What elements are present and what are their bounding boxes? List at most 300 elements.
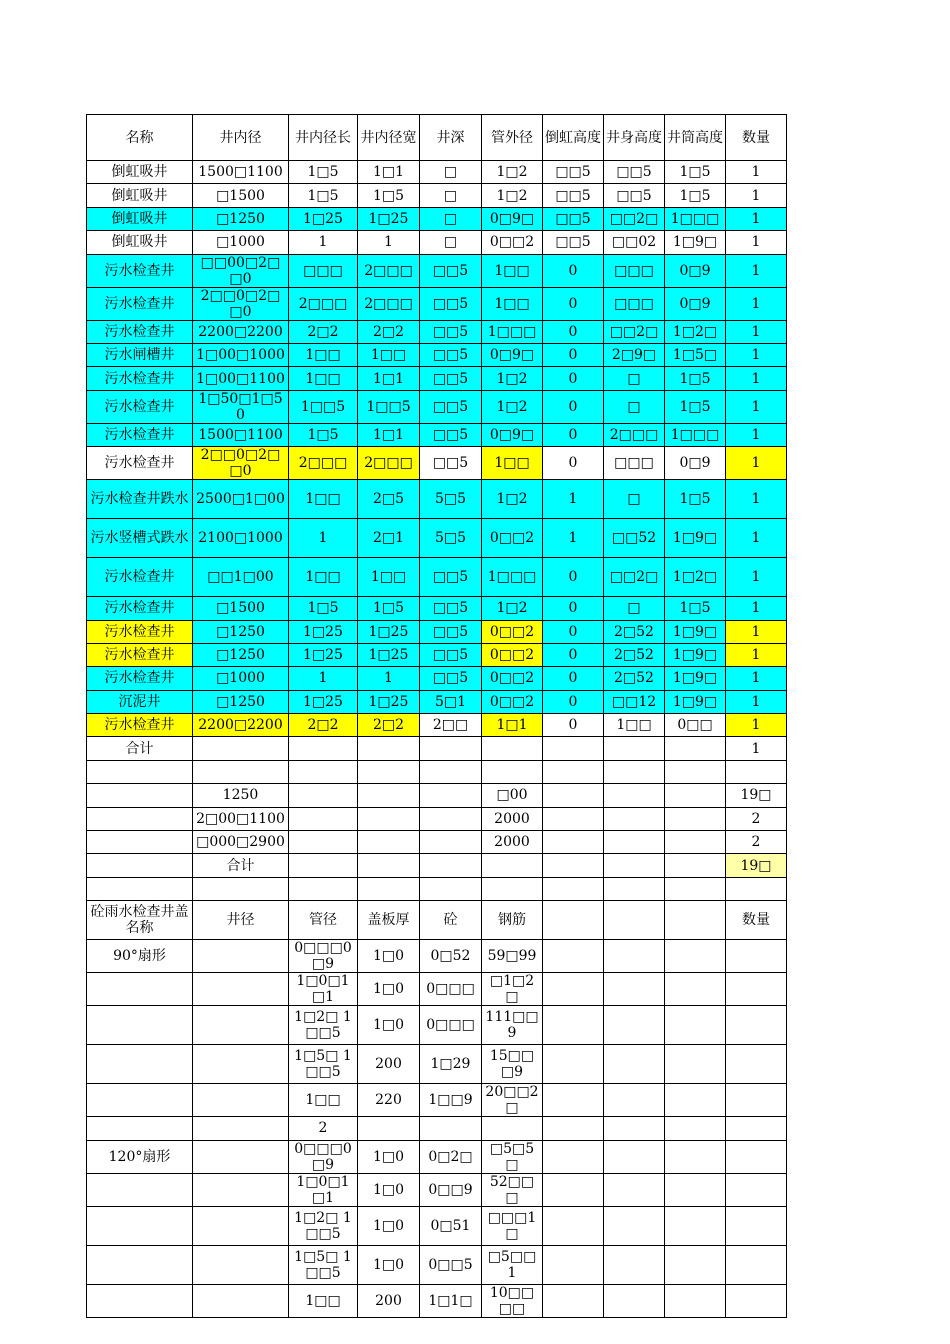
table-cell: □□5 — [420, 343, 482, 366]
table-cell: 2□00□1100 — [193, 807, 289, 830]
table-cell — [193, 1117, 289, 1140]
table-cell — [543, 831, 604, 854]
header-cell: 井身高度 — [604, 115, 665, 161]
table-cell: 1□2 — [482, 184, 543, 207]
table-cell: 1 — [726, 343, 787, 366]
table-row — [87, 1140, 787, 1173]
table-cell — [358, 807, 420, 830]
table-cell — [726, 1084, 787, 1117]
table-cell — [665, 940, 726, 973]
table-cell: 1 — [289, 231, 358, 254]
table-row — [87, 854, 787, 877]
table-cell: □1250 — [193, 207, 289, 230]
table-cell: □□5 — [420, 643, 482, 666]
table-cell — [358, 831, 420, 854]
table-cell: 1□□9 — [420, 1084, 482, 1117]
table-cell: 2□□ — [420, 714, 482, 737]
table-cell — [665, 901, 726, 940]
table-cell: 200 — [358, 1045, 420, 1084]
table-cell: 111□□9 — [482, 1006, 543, 1045]
table-cell: 59□99 — [482, 940, 543, 973]
table-cell: 1□5 — [358, 597, 420, 620]
table-cell: 1□0 — [358, 940, 420, 973]
table-cell: 0□51 — [420, 1206, 482, 1245]
table-cell — [193, 1173, 289, 1206]
table-cell — [482, 737, 543, 760]
table-cell: 1□0 — [358, 1173, 420, 1206]
table-cell: 1□5 — [665, 184, 726, 207]
table-cell: □□5 — [420, 620, 482, 643]
table-cell: 1□9□ — [665, 519, 726, 558]
table-cell: 1 — [289, 519, 358, 558]
table-cell — [543, 1006, 604, 1045]
table-cell: 1□5 — [665, 161, 726, 184]
table-cell — [193, 1245, 289, 1284]
table-cell — [543, 807, 604, 830]
table-cell: □□□ — [604, 447, 665, 480]
table-cell — [543, 1206, 604, 1245]
table-cell: 0□9□ — [482, 343, 543, 366]
table-cell: 1□□ — [604, 714, 665, 737]
table-cell: □00 — [482, 784, 543, 807]
table-cell — [665, 1045, 726, 1084]
table-cell — [193, 1284, 289, 1317]
table-cell — [543, 854, 604, 877]
table-cell: 2100□1000 — [193, 519, 289, 558]
table-row — [87, 184, 787, 207]
table-row — [87, 254, 787, 287]
table-cell — [193, 1006, 289, 1045]
table-cell — [665, 1140, 726, 1173]
table-cell: 1□□ — [482, 447, 543, 480]
table-cell: 2□□0□2□□0 — [193, 447, 289, 480]
table-cell — [420, 760, 482, 783]
table-cell — [604, 1084, 665, 1117]
table-cell: 1 — [726, 643, 787, 666]
table-cell — [543, 760, 604, 783]
table-cell: 1□5 — [289, 184, 358, 207]
table-row — [87, 519, 787, 558]
table-cell: 0□2□ — [420, 1140, 482, 1173]
table-row — [87, 1173, 787, 1206]
table-cell — [87, 1045, 193, 1084]
table-cell: 1 — [726, 184, 787, 207]
table-cell: 19□ — [726, 784, 787, 807]
table-cell: □□5 — [604, 161, 665, 184]
table-row — [87, 690, 787, 713]
table-row — [87, 737, 787, 760]
table-cell — [726, 760, 787, 783]
header-cell: 管外径 — [482, 115, 543, 161]
table-cell — [289, 831, 358, 854]
table-cell: 1 — [726, 320, 787, 343]
table-cell: 0□52 — [420, 940, 482, 973]
table-cell — [193, 737, 289, 760]
table-cell — [87, 1173, 193, 1206]
table-row — [87, 231, 787, 254]
table-cell: □□2□ — [604, 320, 665, 343]
table-cell: 2500□1□00 — [193, 480, 289, 519]
table-cell — [665, 1245, 726, 1284]
table-row — [87, 831, 787, 854]
table-cell: 2□9□ — [604, 343, 665, 366]
table-cell — [193, 1045, 289, 1084]
table-cell: 沉泥井 — [87, 690, 193, 713]
table-cell: □□□ — [289, 254, 358, 287]
table-row — [87, 597, 787, 620]
table-row — [87, 1045, 787, 1084]
table-cell: □□2□ — [604, 207, 665, 230]
table-cell: 2□2 — [289, 714, 358, 737]
table-cell: □1000 — [193, 231, 289, 254]
table-cell: □1□2□ — [482, 973, 543, 1006]
table-cell — [289, 784, 358, 807]
table-row — [87, 760, 787, 783]
table-cell: 0 — [543, 447, 604, 480]
table-cell: 0□□ — [665, 714, 726, 737]
table-cell: 0 — [543, 643, 604, 666]
table-cell — [665, 1173, 726, 1206]
table-cell — [604, 1045, 665, 1084]
table-cell: 52□□□ — [482, 1173, 543, 1206]
table-cell: 1□0 — [358, 1140, 420, 1173]
table-cell: 1□2 — [482, 597, 543, 620]
table-cell: 管径 — [289, 901, 358, 940]
table-row — [87, 1006, 787, 1045]
table-cell — [604, 807, 665, 830]
table-cell: 1 — [726, 690, 787, 713]
table-cell: □□00□2□□0 — [193, 254, 289, 287]
table-row — [87, 667, 787, 690]
table-cell: 1 — [543, 480, 604, 519]
table-cell: 污水检查井 — [87, 667, 193, 690]
header-cell: 名称 — [87, 115, 193, 161]
table-cell: 2□2 — [358, 714, 420, 737]
table-cell: 1 — [726, 423, 787, 446]
table-cell: 0□□□0□9 — [289, 1140, 358, 1173]
table-cell — [420, 784, 482, 807]
table-cell — [358, 760, 420, 783]
table-cell: 1□0 — [358, 1245, 420, 1284]
table-cell: 0□□2 — [482, 667, 543, 690]
table-cell: 1 — [726, 254, 787, 287]
table-cell: 1 — [726, 480, 787, 519]
table-cell — [543, 1045, 604, 1084]
table-cell: □□□ — [604, 254, 665, 287]
table-cell: 2□□□ — [289, 447, 358, 480]
table-cell — [726, 1006, 787, 1045]
table-cell — [665, 1006, 726, 1045]
table-cell — [87, 1084, 193, 1117]
table-cell: 0□□2 — [482, 620, 543, 643]
table-cell — [726, 1117, 787, 1140]
table-cell — [420, 877, 482, 900]
table-row — [87, 784, 787, 807]
table-cell: 污水检查井 — [87, 287, 193, 320]
table-cell — [604, 784, 665, 807]
table-cell — [726, 1045, 787, 1084]
table-cell: 15□□□9 — [482, 1045, 543, 1084]
table-cell — [289, 807, 358, 830]
table-cell — [193, 1084, 289, 1117]
table-cell: 1□□ — [289, 367, 358, 390]
table-cell: □ — [604, 597, 665, 620]
table-cell: 10□□□□ — [482, 1284, 543, 1317]
table-cell: 1□25 — [358, 690, 420, 713]
table-cell: 数量 — [726, 901, 787, 940]
table-row — [87, 390, 787, 423]
table-cell — [665, 1117, 726, 1140]
table-cell — [604, 973, 665, 1006]
table-row — [87, 1245, 787, 1284]
table-cell: 1□□ — [289, 558, 358, 597]
table-cell: 2□□□ — [604, 423, 665, 446]
table-cell: 污水检查井 — [87, 620, 193, 643]
table-cell: 0□□□ — [420, 973, 482, 1006]
table-cell: 1□□5 — [358, 390, 420, 423]
table-cell: 砼 — [420, 901, 482, 940]
table-cell: □□5 — [543, 207, 604, 230]
table-cell: □□5 — [543, 161, 604, 184]
table-cell: 2000 — [482, 831, 543, 854]
table-row — [87, 1206, 787, 1245]
table-cell: 1□5 — [358, 184, 420, 207]
table-cell: 200 — [358, 1284, 420, 1317]
table-cell: 污水检查井 — [87, 597, 193, 620]
table-cell: □□5 — [420, 558, 482, 597]
table-cell — [289, 760, 358, 783]
table-cell: 钢筋 — [482, 901, 543, 940]
table-cell: 1□25 — [358, 207, 420, 230]
table-cell — [543, 1245, 604, 1284]
table-cell — [193, 877, 289, 900]
table-cell: 1□2 — [482, 480, 543, 519]
table-row — [87, 558, 787, 597]
table-cell: 0 — [543, 690, 604, 713]
table-cell — [289, 877, 358, 900]
table-row — [87, 161, 787, 184]
table-cell: 1□□ — [482, 287, 543, 320]
table-cell: □□5 — [420, 320, 482, 343]
table-cell — [482, 854, 543, 877]
table-cell: 1□50□1□50 — [193, 390, 289, 423]
table-cell: 2□□0□2□□0 — [193, 287, 289, 320]
table-row — [87, 901, 787, 940]
table-row — [87, 343, 787, 366]
table-cell — [604, 854, 665, 877]
table-row — [87, 714, 787, 737]
table-cell: 1 — [726, 447, 787, 480]
table-cell — [543, 1284, 604, 1317]
table-cell: 2□52 — [604, 620, 665, 643]
table-cell — [193, 1206, 289, 1245]
table-row — [87, 320, 787, 343]
table-row — [87, 620, 787, 643]
table-cell: 1 — [726, 519, 787, 558]
header-cell: 倒虹高度 — [543, 115, 604, 161]
table-cell: 0 — [543, 558, 604, 597]
table-row — [87, 1117, 787, 1140]
table-cell — [358, 737, 420, 760]
table-cell — [543, 940, 604, 973]
header-cell: 井内径宽 — [358, 115, 420, 161]
table-cell — [420, 1117, 482, 1140]
table-cell: 1□5 — [289, 161, 358, 184]
table-cell: 1□2□ 1□□5 — [289, 1206, 358, 1245]
table-cell — [543, 973, 604, 1006]
table-cell: 1 — [358, 667, 420, 690]
table-cell — [726, 1284, 787, 1317]
table-cell: 19□ — [726, 854, 787, 877]
table-cell: 1□9□ — [665, 643, 726, 666]
table-cell: 污水检查井 — [87, 423, 193, 446]
table-cell: 220 — [358, 1084, 420, 1117]
table-cell: 1 — [726, 287, 787, 320]
header-cell: 数量 — [726, 115, 787, 161]
table-cell — [604, 877, 665, 900]
table-cell: 0□□2 — [482, 643, 543, 666]
table-row — [87, 1084, 787, 1117]
table-cell: 1□□□ — [665, 423, 726, 446]
table-cell: 1□29 — [420, 1045, 482, 1084]
table-cell: 1□2□ 1□□5 — [289, 1006, 358, 1045]
table-cell: □□12 — [604, 690, 665, 713]
table-cell: 0 — [543, 287, 604, 320]
table-cell: 120°扇形 — [87, 1140, 193, 1173]
table-cell: □□5 — [420, 287, 482, 320]
table-cell: 0□□2 — [482, 231, 543, 254]
table-cell: 0□9 — [665, 447, 726, 480]
table-cell: □ — [604, 367, 665, 390]
table-cell: □1250 — [193, 690, 289, 713]
table-cell — [604, 1206, 665, 1245]
table-cell — [726, 1206, 787, 1245]
table-cell: 0 — [543, 597, 604, 620]
table-cell — [358, 877, 420, 900]
table-cell — [87, 1117, 193, 1140]
header-cell: 井内径长 — [289, 115, 358, 161]
table-cell: □□5 — [543, 231, 604, 254]
table-cell: 1□5□ 1□□5 — [289, 1045, 358, 1084]
table-cell: □□□1□ — [482, 1206, 543, 1245]
table-cell: 0 — [543, 620, 604, 643]
table-cell: □□5 — [420, 447, 482, 480]
table-cell: □□□ — [604, 287, 665, 320]
table-cell: 1□9□ — [665, 690, 726, 713]
table-cell — [482, 877, 543, 900]
table-cell — [543, 1140, 604, 1173]
table-cell — [604, 760, 665, 783]
table-cell — [604, 1284, 665, 1317]
table-cell — [87, 784, 193, 807]
table-cell — [665, 1206, 726, 1245]
table-cell — [87, 1206, 193, 1245]
table-cell: 2□1 — [358, 519, 420, 558]
table-cell: 0 — [543, 390, 604, 423]
table-cell — [482, 760, 543, 783]
table-cell: 污水检查井 — [87, 714, 193, 737]
table-cell — [665, 973, 726, 1006]
table-cell — [543, 877, 604, 900]
table-cell: 0□9 — [665, 287, 726, 320]
table-cell: □□5 — [543, 184, 604, 207]
table-cell — [289, 737, 358, 760]
table-cell: 1□5 — [289, 423, 358, 446]
table-cell: 1500□1100 — [193, 161, 289, 184]
table-cell: 0□□5 — [420, 1245, 482, 1284]
table-cell: 1 — [726, 161, 787, 184]
header-cell: 井内径 — [193, 115, 289, 161]
table-row — [87, 877, 787, 900]
table-cell: 1□0 — [358, 973, 420, 1006]
table-cell: 1500□1100 — [193, 423, 289, 446]
table-cell: 1□9□ — [665, 667, 726, 690]
table-cell: □1250 — [193, 620, 289, 643]
table-cell — [665, 854, 726, 877]
table-cell: 1□0 — [358, 1006, 420, 1045]
table-cell: 0 — [543, 254, 604, 287]
table-cell: 井径 — [193, 901, 289, 940]
table-cell: 0 — [543, 343, 604, 366]
table-cell: 1□2□ — [665, 320, 726, 343]
table-cell: 1 — [726, 597, 787, 620]
table-cell: 0 — [543, 423, 604, 446]
table-cell: 20□□2□ — [482, 1084, 543, 1117]
table-cell: 2□□□ — [358, 447, 420, 480]
table-row — [87, 207, 787, 230]
table-cell: 1 — [358, 231, 420, 254]
table-cell: □ — [420, 184, 482, 207]
table-cell: 1□□ — [289, 480, 358, 519]
table-cell: 1250 — [193, 784, 289, 807]
table-cell — [726, 940, 787, 973]
table-cell: □ — [420, 231, 482, 254]
table-cell — [604, 940, 665, 973]
table-cell: 5□5 — [420, 480, 482, 519]
table-cell: □ — [604, 390, 665, 423]
table-cell — [665, 1084, 726, 1117]
table-row — [87, 1284, 787, 1317]
table-cell: □□1□00 — [193, 558, 289, 597]
table-cell: 0 — [543, 320, 604, 343]
table-cell: 盖板厚 — [358, 901, 420, 940]
table-cell: 2□52 — [604, 667, 665, 690]
table-cell: 0□9□ — [482, 423, 543, 446]
table-cell: 1□1 — [358, 161, 420, 184]
table-cell: 砼雨水检查井盖名称 — [87, 901, 193, 940]
table-cell — [543, 784, 604, 807]
table-cell: 污水闸槽井 — [87, 343, 193, 366]
table-cell — [193, 940, 289, 973]
table-cell: 倒虹吸井 — [87, 231, 193, 254]
table-cell: 0□□□0□9 — [289, 940, 358, 973]
table-cell: 0□□□ — [420, 1006, 482, 1045]
table-row — [87, 807, 787, 830]
table-row — [87, 643, 787, 666]
table-cell: 1□□ — [289, 343, 358, 366]
table-cell — [420, 737, 482, 760]
table-cell: □ — [420, 161, 482, 184]
table-cell: 1□25 — [358, 620, 420, 643]
table-cell — [726, 877, 787, 900]
table-row — [87, 940, 787, 973]
table-cell: 1□2□ — [665, 558, 726, 597]
table-cell: 1□00□1000 — [193, 343, 289, 366]
table-cell: 2□□□ — [358, 254, 420, 287]
table-cell: 1□5 — [665, 597, 726, 620]
table-cell — [726, 973, 787, 1006]
table-cell: □□5 — [420, 367, 482, 390]
